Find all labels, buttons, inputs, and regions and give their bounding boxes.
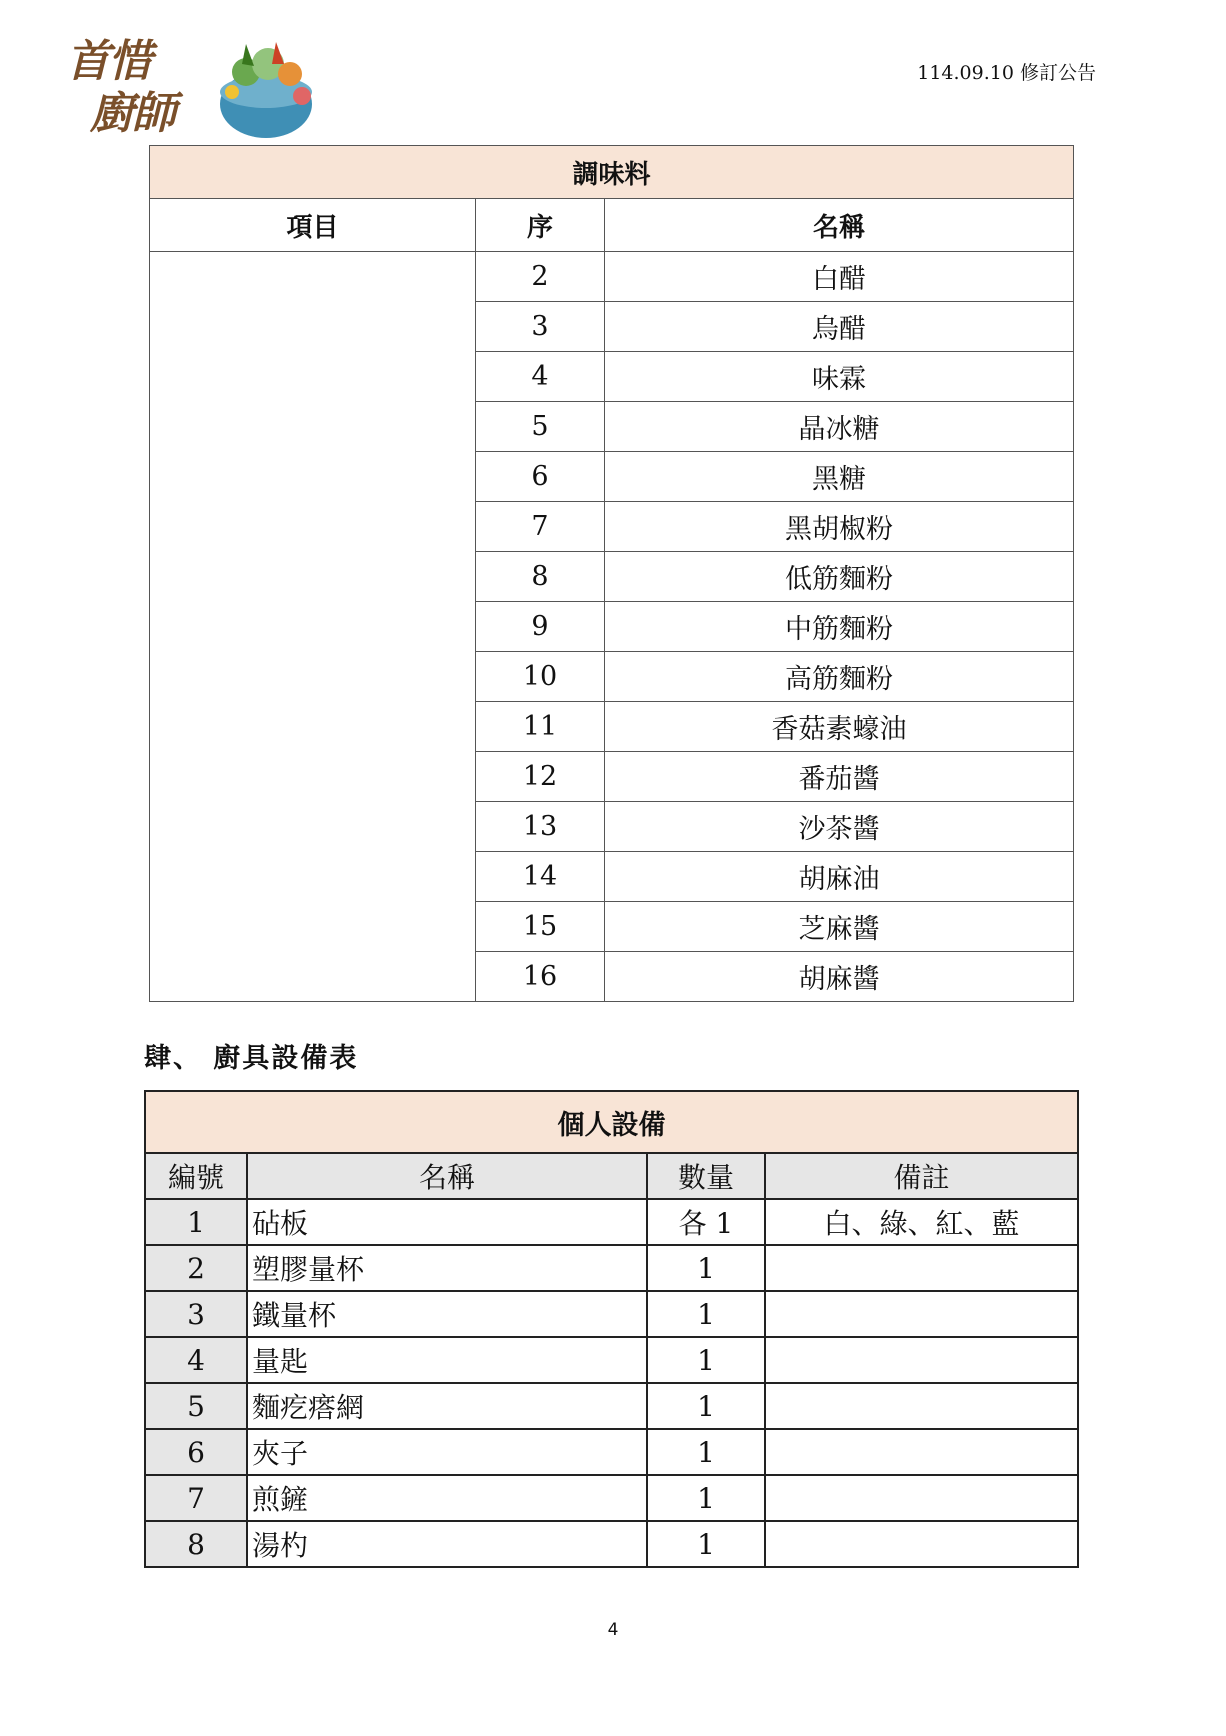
note-cell <box>765 1291 1078 1337</box>
seq-cell: 5 <box>476 402 605 452</box>
column-header-no: 編號 <box>145 1153 247 1199</box>
item-cell <box>150 252 476 1002</box>
column-header-note: 備註 <box>765 1153 1078 1199</box>
table-row <box>145 1245 1078 1291</box>
column-header-name: 名稱 <box>605 199 1074 252</box>
note-cell <box>765 1475 1078 1521</box>
no-cell: 1 <box>145 1199 247 1245</box>
qty-cell: 1 <box>647 1475 765 1521</box>
note-cell <box>765 1429 1078 1475</box>
seq-cell: 13 <box>476 802 605 852</box>
table-row <box>145 1337 1078 1383</box>
name-cell: 沙茶醬 <box>605 802 1074 852</box>
name-cell: 味霖 <box>605 352 1074 402</box>
name-cell: 中筋麵粉 <box>605 602 1074 652</box>
logo <box>66 34 336 144</box>
note-cell <box>765 1245 1078 1291</box>
table-row <box>145 1429 1078 1475</box>
seasoning-table-caption: 調味料 <box>150 146 1074 199</box>
no-cell: 3 <box>145 1291 247 1337</box>
qty-cell: 1 <box>647 1245 765 1291</box>
table-row <box>150 252 1074 302</box>
column-header-qty: 數量 <box>647 1153 765 1199</box>
name-cell: 香菇素蠔油 <box>605 702 1074 752</box>
column-header-seq: 序 <box>476 199 605 252</box>
seq-cell: 15 <box>476 902 605 952</box>
equipment-table <box>144 1090 1079 1568</box>
seq-cell: 8 <box>476 552 605 602</box>
qty-cell: 1 <box>647 1429 765 1475</box>
logo-text-line1: 首惜 <box>66 36 150 87</box>
name-cell: 晶冰糖 <box>605 402 1074 452</box>
name-cell: 砧板 <box>247 1199 647 1245</box>
table-row <box>145 1199 1078 1245</box>
name-cell: 芝麻醬 <box>605 902 1074 952</box>
equipment-table-caption: 個人設備 <box>145 1091 1078 1153</box>
no-cell: 8 <box>145 1521 247 1567</box>
section-heading: 肆、 廚具設備表 <box>144 1043 359 1074</box>
name-cell: 烏醋 <box>605 302 1074 352</box>
seq-cell: 4 <box>476 352 605 402</box>
qty-cell: 1 <box>647 1521 765 1567</box>
column-header-item: 項目 <box>150 199 476 252</box>
name-cell: 煎鏟 <box>247 1475 647 1521</box>
logo-text-line2: 廚師 <box>90 88 174 139</box>
note-cell <box>765 1383 1078 1429</box>
table-row <box>145 1475 1078 1521</box>
table-row <box>145 1521 1078 1567</box>
seq-cell: 14 <box>476 852 605 902</box>
seq-cell: 10 <box>476 652 605 702</box>
seq-cell: 7 <box>476 502 605 552</box>
qty-cell: 1 <box>647 1337 765 1383</box>
no-cell: 5 <box>145 1383 247 1429</box>
name-cell: 麵疙瘩網 <box>247 1383 647 1429</box>
qty-cell: 1 <box>647 1291 765 1337</box>
seq-cell: 3 <box>476 302 605 352</box>
qty-cell: 1 <box>647 1383 765 1429</box>
no-cell: 7 <box>145 1475 247 1521</box>
name-cell: 黑糖 <box>605 452 1074 502</box>
name-cell: 黑胡椒粉 <box>605 502 1074 552</box>
name-cell: 低筋麵粉 <box>605 552 1074 602</box>
note-cell <box>765 1337 1078 1383</box>
seq-cell: 12 <box>476 752 605 802</box>
seq-cell: 6 <box>476 452 605 502</box>
seq-cell: 16 <box>476 952 605 1002</box>
qty-cell: 各 1 <box>647 1199 765 1245</box>
page-number: 4 <box>607 1620 619 1640</box>
seq-cell: 9 <box>476 602 605 652</box>
no-cell: 2 <box>145 1245 247 1291</box>
name-cell: 鐵量杯 <box>247 1291 647 1337</box>
table-row <box>145 1291 1078 1337</box>
seasoning-table <box>149 145 1074 1002</box>
seq-cell: 11 <box>476 702 605 752</box>
name-cell: 夾子 <box>247 1429 647 1475</box>
name-cell: 量匙 <box>247 1337 647 1383</box>
name-cell: 高筋麵粉 <box>605 652 1074 702</box>
table-row <box>145 1383 1078 1429</box>
vegetable-bowl-icon <box>206 34 326 144</box>
no-cell: 6 <box>145 1429 247 1475</box>
note-cell: 白、綠、紅、藍 <box>765 1199 1078 1245</box>
name-cell: 胡麻醬 <box>605 952 1074 1002</box>
name-cell: 番茄醬 <box>605 752 1074 802</box>
seq-cell: 2 <box>476 252 605 302</box>
name-cell: 白醋 <box>605 252 1074 302</box>
name-cell: 塑膠量杯 <box>247 1245 647 1291</box>
note-cell <box>765 1521 1078 1567</box>
revision-notice: 114.09.10 修訂公告 <box>917 62 1096 84</box>
no-cell: 4 <box>145 1337 247 1383</box>
column-header-name: 名稱 <box>247 1153 647 1199</box>
name-cell: 湯杓 <box>247 1521 647 1567</box>
name-cell: 胡麻油 <box>605 852 1074 902</box>
